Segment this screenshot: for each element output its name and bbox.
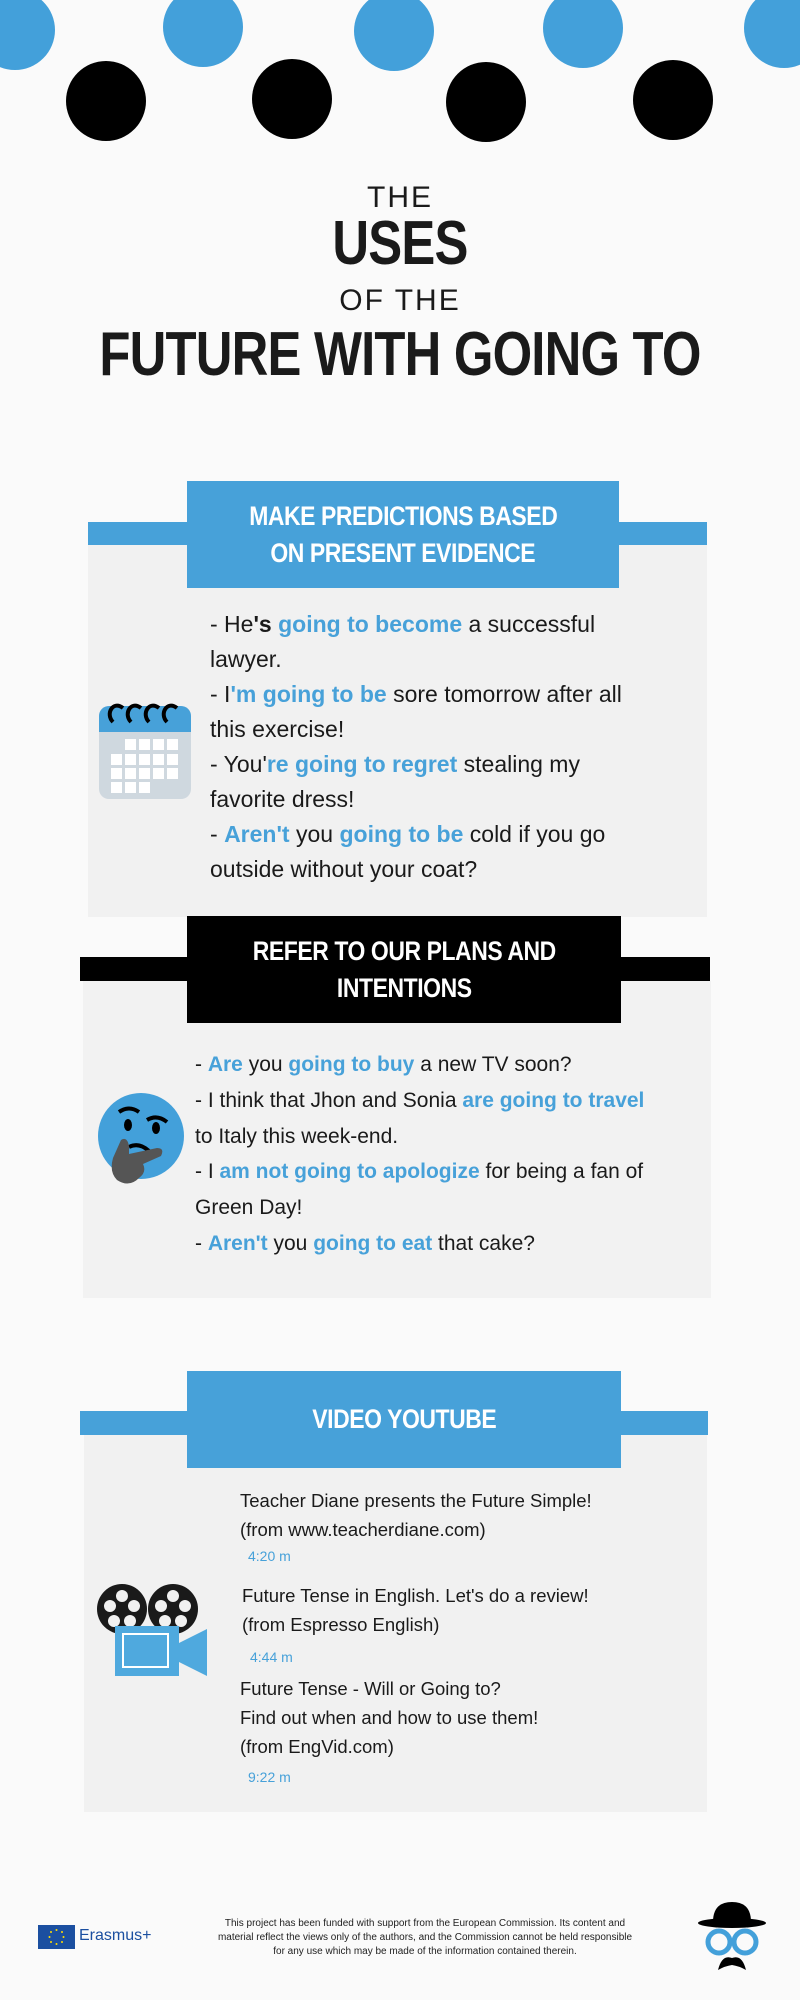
example-text: sore tomorrow after all <box>386 681 622 707</box>
section-2-heading <box>187 916 621 1023</box>
video-source: (from www.teacherdiane.com) <box>240 1519 486 1540</box>
highlighted-phrase: Aren't <box>224 821 290 847</box>
video-source: (from Espresso English) <box>242 1614 440 1635</box>
disclaimer-line: material reflect the views only of the authors, and the Commission cannot be held responsible <box>217 1932 633 1943</box>
example-text: stealing my <box>457 751 580 777</box>
example-line <box>210 677 622 712</box>
highlighted-phrase: going to be <box>339 821 464 847</box>
video-duration: 4:20 m <box>248 1548 291 1564</box>
video-title[interactable]: Future Tense - Will or Going to? <box>240 1678 501 1699</box>
highlighted-phrase: re going to regret <box>266 751 458 777</box>
disclaimer-line: for any use which may be made of the information contained therein. <box>273 1946 577 1957</box>
video-link[interactable] <box>242 1581 589 1669</box>
highlighted-phrase: Are <box>207 1053 243 1076</box>
video-title[interactable]: Teacher Diane presents the Future Simple! <box>240 1490 592 1511</box>
example-text: you <box>267 1231 314 1255</box>
example-line <box>195 1083 644 1119</box>
heading-line: MAKE PREDICTIONS BASED <box>248 500 558 531</box>
calendar-icon <box>99 694 192 800</box>
example-text: to Italy this week-end. <box>195 1124 399 1148</box>
decor-dot-black <box>66 61 146 141</box>
hat-glasses-mustache-icon <box>697 1900 767 1974</box>
example-text: - <box>210 821 225 847</box>
highlighted-phrase: going to buy <box>288 1053 415 1076</box>
example-line <box>195 1119 644 1155</box>
highlighted-phrase: going to eat <box>313 1231 433 1255</box>
example-text: - I think that Jhon and Sonia <box>195 1088 463 1112</box>
funding-disclaimer <box>175 1917 675 1959</box>
title-of-the: OF THE <box>339 284 461 317</box>
title-uses: USES <box>332 209 468 278</box>
example-text: - I <box>195 1160 220 1184</box>
decor-dot-black <box>633 60 713 140</box>
highlighted-phrase: are going to travel <box>462 1088 645 1112</box>
example-line <box>195 1226 644 1262</box>
erasmus-logo-text: Erasmus+ <box>79 1927 152 1944</box>
decor-dot-blue <box>0 0 55 70</box>
example-text: - You' <box>210 751 267 777</box>
example-text: Green Day! <box>195 1196 303 1220</box>
decor-dot-blue <box>354 0 434 71</box>
video-source: (from EngVid.com) <box>240 1736 394 1757</box>
example-line <box>195 1047 644 1083</box>
example-text: - <box>195 1231 208 1255</box>
highlighted-phrase: am not going to apologize <box>219 1160 480 1184</box>
highlighted-phrase: going to become <box>271 611 463 637</box>
example-line <box>210 782 622 817</box>
example-text: you <box>289 821 340 847</box>
example-text: favorite dress! <box>210 786 355 812</box>
example-text: outside without your coat? <box>210 856 478 882</box>
section-2-examples <box>195 1047 644 1262</box>
decor-dot-blue <box>543 0 623 68</box>
heading-line: REFER TO OUR PLANS AND <box>252 935 556 966</box>
example-line <box>210 747 622 782</box>
eu-flag-icon <box>38 1925 75 1949</box>
example-line <box>210 607 622 642</box>
decor-dot-blue <box>744 0 800 68</box>
video-link[interactable] <box>240 1486 592 1568</box>
example-line <box>210 642 622 677</box>
video-title[interactable]: Future Tense in English. Let's do a review! <box>242 1585 589 1606</box>
example-line <box>195 1190 644 1226</box>
decor-dot-black <box>252 59 332 139</box>
disclaimer-line: This project has been funded with support from the European Commission. Its content and <box>224 1918 626 1929</box>
example-text: - <box>195 1053 208 1076</box>
example-text: this exercise! <box>210 716 345 742</box>
example-text: 's <box>253 611 272 637</box>
video-duration: 4:44 m <box>250 1649 293 1665</box>
example-text: a successful <box>462 611 596 637</box>
heading-line: ON PRESENT EVIDENCE <box>270 537 536 568</box>
example-text: - He <box>210 611 254 637</box>
example-line <box>195 1154 644 1190</box>
section-1-examples <box>210 607 622 887</box>
example-text: for being a fan of <box>479 1160 644 1184</box>
section-3-heading <box>187 1371 621 1468</box>
thinking-face-icon <box>97 1092 187 1188</box>
example-text: - I <box>210 681 231 707</box>
example-line <box>210 852 622 887</box>
example-line <box>210 712 622 747</box>
decor-dot-black <box>446 62 526 142</box>
title-main: FUTURE WITH GOING TO <box>99 320 701 389</box>
example-line <box>210 817 622 852</box>
example-text: you <box>242 1053 289 1076</box>
title-the: THE <box>367 181 433 214</box>
example-text: a new TV soon? <box>414 1053 572 1076</box>
highlighted-phrase: Aren't <box>207 1231 268 1255</box>
heading-line: INTENTIONS <box>336 972 472 1003</box>
highlighted-phrase: 'm going to be <box>230 681 387 707</box>
section-1-heading <box>187 481 619 588</box>
decor-dot-blue <box>163 0 243 67</box>
heading-line: VIDEO YOUTUBE <box>311 1404 497 1434</box>
example-text: lawyer. <box>210 646 282 672</box>
video-duration: 9:22 m <box>248 1769 291 1785</box>
video-link[interactable] <box>240 1674 538 1789</box>
film-camera-icon <box>97 1584 209 1678</box>
example-text: cold if you go <box>463 821 606 847</box>
video-subtitle: Find out when and how to use them! <box>240 1707 539 1728</box>
example-text: that cake? <box>432 1231 535 1255</box>
